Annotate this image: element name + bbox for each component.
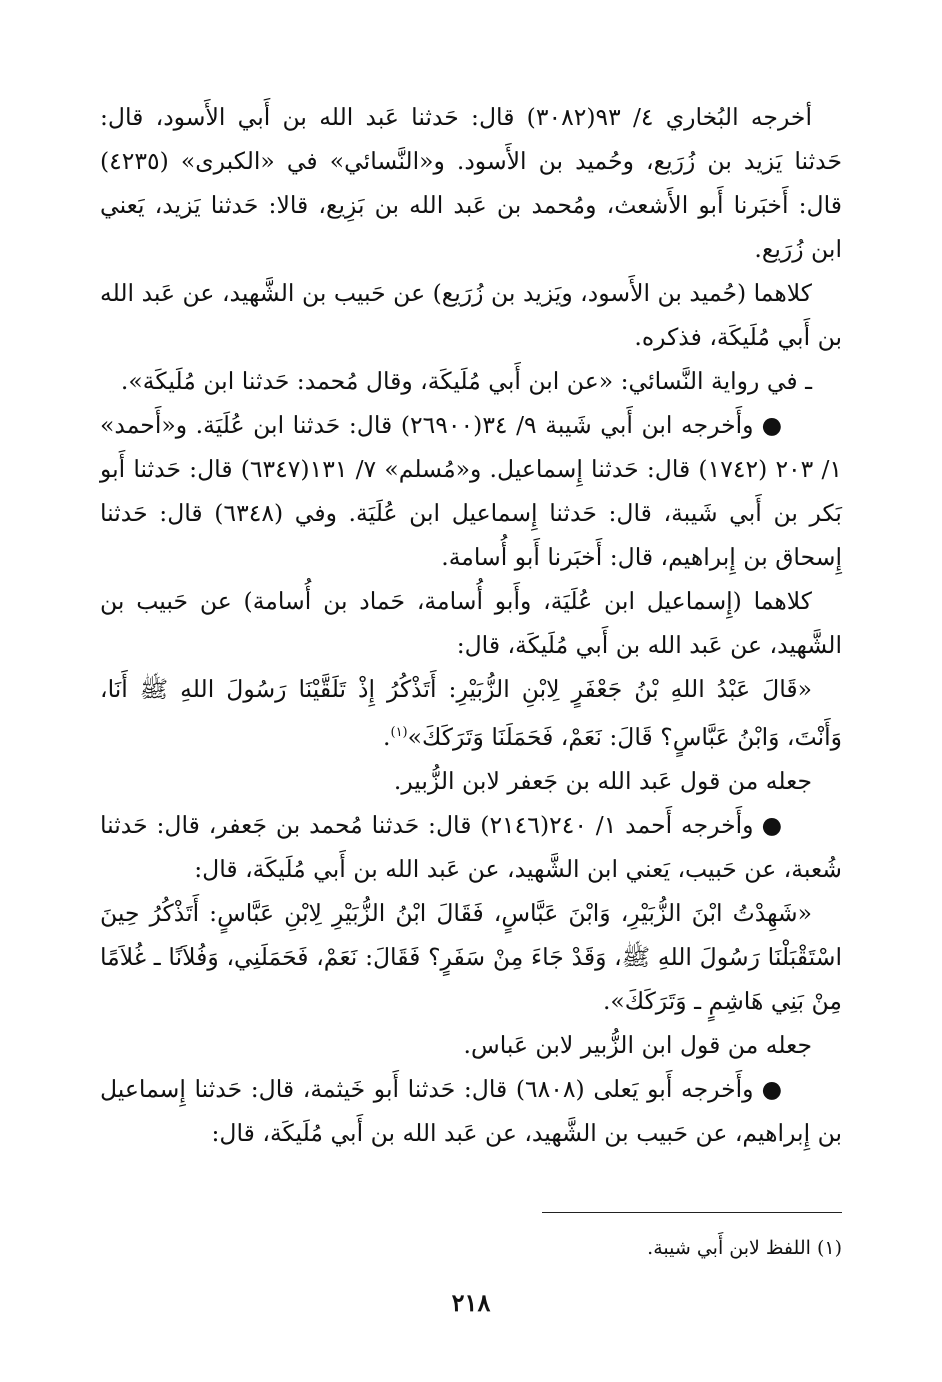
page-number: ٢١٨ (451, 1288, 491, 1317)
paragraph: جعله من قول عَبد الله بن جَعفر لابن الزُّبير. (393, 766, 812, 795)
footnote: (١) اللفظ لابن أَبي شيبة. (647, 1237, 842, 1259)
hadith-quote (100, 667, 842, 759)
bullet-paragraph (100, 803, 842, 891)
footnote-divider (542, 1212, 842, 1213)
bullet-icon: ● (761, 810, 782, 839)
paragraph: كلاهما (حُميد بن الأَسود، ويَزيد بن زُرَيع) عن حَبيب بن الشَّهيد، عن عَبد الله بن أَبي مُلَيكَة، فذكره. (100, 279, 842, 351)
footnote-reference: (١) (390, 725, 408, 740)
bullet-text: وأَخرجه أَحمد ١/ ٢٤٠(٢١٤٦) قال: حَدثنا مُحمد بن جَعفر، قال: حَدثنا شُعبة، عن حَبيب، يَعني ابن الشَّهيد، عن عَبد الله بن أَبي مُلَيكَة، قال: (100, 810, 842, 883)
paragraph: كلاهما (إِسماعيل ابن عُلَيَة، وأَبو أُسامة، حَماد بن أُسامة) عن حَبيب بن الشَّهيد، عن عَبد الله بن أَبي مُلَيكَة، قال: (100, 587, 842, 659)
bullet-icon: ● (761, 1074, 782, 1103)
paragraph: ـ في رواية النَّسائي: «عن ابن أَبي مُلَيكَة، وقال مُحمد: حَدثنا ابن مُلَيكَة». (120, 367, 812, 395)
quote-tail: . (383, 722, 391, 751)
paragraph: أخرجه البُخاري ٤/ ٩٣(٣٠٨٢) قال: حَدثنا عَبد الله بن أَبي الأَسود، قال: حَدثنا يَزيد بن زُرَيع، وحُميد بن الأَسود. و«النَّسائي» في «الكبرى» (٤٢٣٥) قال: أَخبَرنا أَبو الأَشعث، ومُحمد بن عَبد الله بن بَزِيع، قالا: حَدثنا يَزيد، يَعني ابن زُرَيع. (100, 103, 842, 263)
quote-text: «قَالَ عَبْدُ اللهِ بْنُ جَعْفَرٍ لِابْنِ الزُّبَيْرِ: أَتَذْكُرُ إِذْ تَلَقَّيْنَا رَسُولَ اللهِ ﷺ أَنَا، وَأَنْتَ، وَابْنُ عَبَّاسٍ؟ قَالَ: نَعَمْ، فَحَمَلَنَا وَتَرَكَكَ» (100, 675, 842, 751)
bullet-text: وأَخرجه ابن أَبي شَيبة ٩/ ٣٤(٢٦٩٠٠) قال: حَدثنا ابن عُلَيَة. و«أَحمد» ١/ ٢٠٣ (١٧٤٢) قال: حَدثنا إِسماعيل. و«مُسلم» ٧/ ١٣١(٦٣٤٧) قال: حَدثنا أَبو بَكر بن أَبي شَيبة، قال: حَدثنا إِسماعيل ابن عُلَيَة. وفي (٦٣٤٨) قال: حَدثنا إِسحاق بن إِبراهيم، قال: أَخبَرنا أَبو أُسامة. (100, 411, 843, 571)
paragraph: جعله من قول ابن الزُّبير لابن عَباس. (463, 1030, 812, 1059)
bullet-text: وأَخرجه أَبو يَعلى (٦٨٠٨) قال: حَدثنا أَبو خَيثمة، قال: حَدثنا إِسماعيل بن إِبراهيم، عن حَبيب بن الشَّهيد، عن عَبد الله بن أَبي مُلَيكَة، قال: (100, 1074, 842, 1147)
bullet-icon: ● (761, 411, 783, 439)
bullet-paragraph (100, 1067, 842, 1155)
hadith-quote (100, 891, 842, 1023)
quote-text: «شَهِدْتُ ابْنَ الزُّبَيْرِ، وَابْنَ عَبَّاسٍ، فَقَالَ ابْنُ الزُّبَيْرِ لِابْنِ عَبَّاسٍ: أَتَذْكُرُ حِينَ اسْتَقْبَلْنَا رَسُولَ اللهِ ﷺ، وَقَدْ جَاءَ مِنْ سَفَرٍ؟ فَقَالَ: نَعَمْ، فَحَمَلَنِي، وَفُلاَنًا ـ غُلاَمًا مِنْ بَنِي هَاشِمٍ ـ وَتَرَكَكَ». (100, 898, 842, 1015)
bullet-paragraph (100, 403, 842, 579)
page-body (100, 95, 842, 1155)
